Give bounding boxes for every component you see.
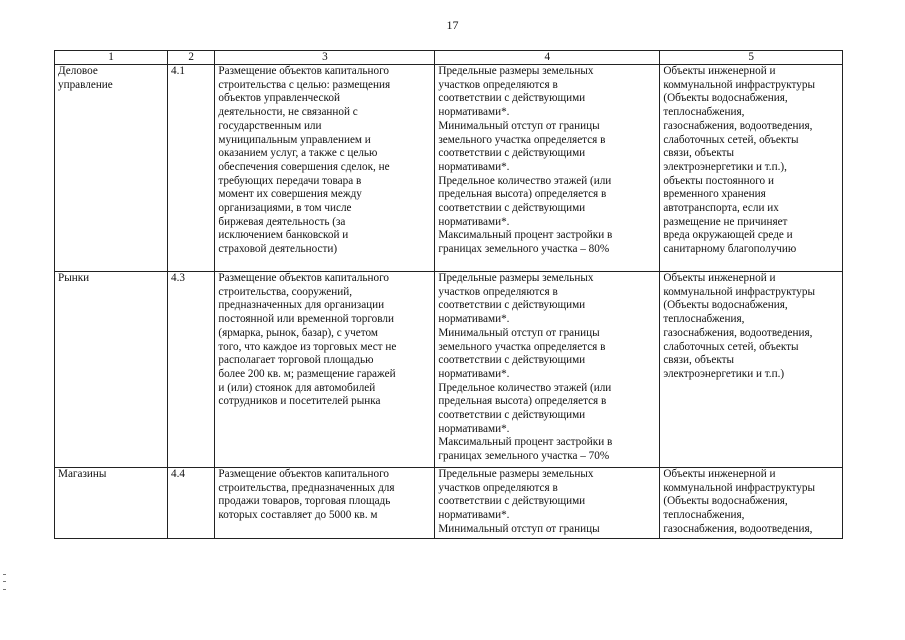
text-line: нормативами*. xyxy=(438,215,510,228)
land-use-parameters-cell xyxy=(435,272,660,468)
text-line: нормативами*. xyxy=(438,422,510,435)
text-line: Предельное количество этажей (или xyxy=(438,174,612,187)
text-line: предельная высота) определяется в xyxy=(438,188,607,201)
text-line: нормативами*. xyxy=(438,313,510,326)
text-line: деятельности, не связанной с xyxy=(218,106,358,119)
auxiliary-objects-cell xyxy=(660,65,843,272)
text-line: (ярмарка, рынок, базар), с учетом xyxy=(218,326,378,339)
text-line: газоснабжения, водоотведения, xyxy=(663,326,813,339)
text-line: строительства, сооружений, xyxy=(218,285,353,298)
text-line: предельная высота) определяется в xyxy=(438,395,607,408)
text-line: момент их совершения между xyxy=(218,188,362,201)
text-line: Минимальный отступ от границы xyxy=(438,119,600,132)
text-line: коммунальной инфраструктуры xyxy=(663,285,815,298)
text-line: предназначенных для организации xyxy=(218,299,385,312)
text-line: постоянной или временной торговли xyxy=(218,313,394,326)
text-line: границах земельного участка – 70% xyxy=(438,450,610,463)
column-header: 4 xyxy=(435,51,660,65)
table-row xyxy=(55,272,843,468)
text-line: нормативами*. xyxy=(438,509,510,522)
text-line: Максимальный процент застройки в xyxy=(438,229,613,242)
text-line: слаботочных сетей, объекты xyxy=(663,133,799,146)
text-line: обеспечения совершения сделок, не xyxy=(218,160,390,173)
land-use-description-cell xyxy=(215,272,435,468)
text-line: газоснабжения, водоотведения, xyxy=(663,119,813,132)
margin-mark xyxy=(3,574,6,590)
text-line: исключением банковской и xyxy=(218,229,349,242)
text-line: нормативами*. xyxy=(438,160,510,173)
text-line: которых составляет до 5000 кв. м xyxy=(218,509,378,522)
text-line: и (или) стоянок для автомобилей xyxy=(218,381,376,394)
text-line: вреда окружающей среде и xyxy=(663,229,793,242)
text-line: Предельное количество этажей (или xyxy=(438,381,612,394)
text-line: соответствии с действующими xyxy=(438,409,586,422)
text-line: строительства с целью: размещения xyxy=(218,78,391,91)
text-line: теплоснабжения, xyxy=(663,106,745,119)
text-line: границах земельного участка – 80% xyxy=(438,243,610,256)
column-header: 5 xyxy=(660,51,843,65)
table-row xyxy=(55,468,843,539)
text-line: размещение не причиняет xyxy=(663,215,788,228)
text-line: участков определяются в xyxy=(438,78,558,91)
text-line: Максимальный процент застройки в xyxy=(438,436,613,449)
text-line: государственным или xyxy=(218,119,322,132)
land-use-parameters-cell xyxy=(435,468,660,539)
land-use-code-cell xyxy=(168,65,215,272)
text-line: Размещение объектов капитального xyxy=(218,65,389,77)
text-line: коммунальной инфраструктуры xyxy=(663,78,815,91)
text-line: теплоснабжения, xyxy=(663,313,745,326)
land-use-code-cell xyxy=(168,272,215,468)
code-text: 4.3 xyxy=(171,272,185,284)
text-line: соответствии с действующими xyxy=(438,147,586,160)
column-header: 2 xyxy=(168,51,215,65)
text-line: управление xyxy=(58,78,113,91)
text-line: связи, объекты xyxy=(663,147,735,160)
auxiliary-objects-cell xyxy=(660,272,843,468)
text-line: (Объекты водоснабжения, xyxy=(663,92,788,105)
land-use-code-cell xyxy=(168,468,215,539)
text-line: объекты постоянного и xyxy=(663,174,774,187)
land-use-description-cell xyxy=(215,65,435,272)
text-line: Предельные размеры земельных xyxy=(438,468,594,480)
text-line: коммунальной инфраструктуры xyxy=(663,481,815,494)
text-line: продажи товаров, торговая площадь xyxy=(218,495,391,508)
text-line: соответствии с действующими xyxy=(438,299,586,312)
column-header: 3 xyxy=(215,51,435,65)
land-use-name-cell xyxy=(55,65,168,272)
text-line: Минимальный отступ от границы xyxy=(438,522,600,535)
text-line: участков определяются в xyxy=(438,285,558,298)
text-line: Объекты инженерной и xyxy=(663,468,776,480)
text-line: сотрудников и посетителей рынка xyxy=(218,395,381,408)
land-use-parameters-cell xyxy=(435,65,660,272)
text-line: связи, объекты xyxy=(663,354,735,367)
text-line: санитарному благополучию xyxy=(663,243,797,256)
land-use-name-cell xyxy=(55,468,168,539)
text-line: биржевая деятельность (за xyxy=(218,215,346,228)
text-line: объектов управленческой xyxy=(218,92,340,105)
text-line: газоснабжения, водоотведения, xyxy=(663,522,813,535)
text-line: соответствии с действующими xyxy=(438,354,586,367)
text-line: страховой деятельности) xyxy=(218,243,338,256)
text-line: временного хранения xyxy=(663,188,766,201)
text-line: участков определяются в xyxy=(438,481,558,494)
text-line: автотранспорта, если их xyxy=(663,202,779,215)
header-row xyxy=(55,51,843,65)
text-line: Минимальный отступ от границы xyxy=(438,326,600,339)
text-line: (Объекты водоснабжения, xyxy=(663,495,788,508)
text-line: Деловое xyxy=(58,65,98,77)
text-line: земельного участка определяется в xyxy=(438,340,606,353)
text-line: соответствии с действующими xyxy=(438,495,586,508)
text-line: Предельные размеры земельных xyxy=(438,272,594,284)
text-line: располагает торговой площадью xyxy=(218,354,374,367)
text-line: нормативами*. xyxy=(438,367,510,380)
text-line: организациями, в том числе xyxy=(218,202,352,215)
land-use-description-cell xyxy=(215,468,435,539)
text-line: (Объекты водоснабжения, xyxy=(663,299,788,312)
text-line: соответствии с действующими xyxy=(438,92,586,105)
text-line: Объекты инженерной и xyxy=(663,65,776,77)
table-row xyxy=(55,65,843,272)
text-line: соответствии с действующими xyxy=(438,202,586,215)
land-use-table xyxy=(54,50,843,539)
text-line: нормативами*. xyxy=(438,106,510,119)
text-line: муниципальным управлением и xyxy=(218,133,371,146)
text-line: требующих передачи товара в xyxy=(218,174,362,187)
text-line: Объекты инженерной и xyxy=(663,272,776,284)
text-line: Размещение объектов капитального xyxy=(218,468,389,480)
text-line: слаботочных сетей, объекты xyxy=(663,340,799,353)
text-line: электроэнергетики и т.п.) xyxy=(663,367,785,380)
text-line: земельного участка определяется в xyxy=(438,133,606,146)
text-line: электроэнергетики и т.п.), xyxy=(663,160,787,173)
column-header: 1 xyxy=(55,51,168,65)
text-line: Размещение объектов капитального xyxy=(218,272,389,284)
page-number: 17 xyxy=(446,18,459,32)
text-line: теплоснабжения, xyxy=(663,509,745,522)
text-line: Рынки xyxy=(58,272,90,284)
code-text: 4.1 xyxy=(171,65,185,77)
auxiliary-objects-cell xyxy=(660,468,843,539)
text-line: Магазины xyxy=(58,468,107,480)
text-line: более 200 кв. м; размещение гаражей xyxy=(218,367,396,380)
land-use-name-cell xyxy=(55,272,168,468)
code-text: 4.4 xyxy=(171,468,185,480)
text-line: Предельные размеры земельных xyxy=(438,65,594,77)
text-line: того, что каждое из торговых мест не xyxy=(218,340,397,353)
text-line: оказанием услуг, а также с целью xyxy=(218,147,378,160)
text-line: строительства, предназначенных для xyxy=(218,481,395,494)
